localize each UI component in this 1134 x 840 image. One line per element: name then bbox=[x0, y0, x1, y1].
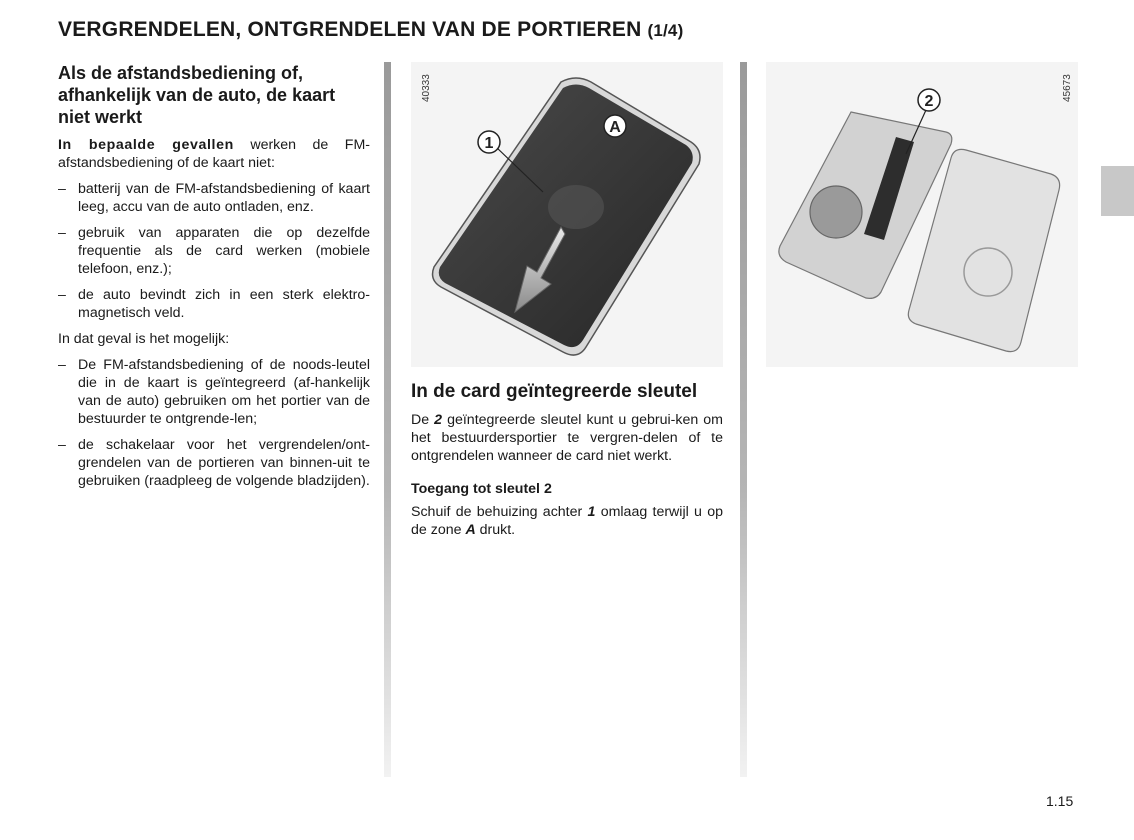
ref-a: A bbox=[465, 522, 476, 538]
list-item-text: De FM-afstandsbediening of de noods-leutel die in de kaart is geïntegreerd (af-hankelijk van de auto) gebruiken om het portier van de bestuurder te ontgrende-len; bbox=[78, 357, 370, 427]
dash-bullet: – bbox=[58, 225, 66, 241]
key-paragraph bbox=[411, 411, 723, 465]
key-ref: 2 bbox=[434, 412, 443, 428]
intro-paragraph bbox=[58, 136, 370, 172]
intro-text: werken de FM-afstandsbediening of de kaart niet: bbox=[58, 137, 370, 171]
ref-1: 1 bbox=[587, 504, 596, 520]
list-item bbox=[58, 180, 370, 216]
battery-shape bbox=[810, 186, 862, 238]
column-left bbox=[58, 62, 370, 498]
page-number: 1.15 bbox=[1046, 793, 1074, 809]
instruction-paragraph bbox=[411, 503, 723, 539]
list-item-text: de auto bevindt zich in een sterk elektro-magnetisch veld. bbox=[78, 287, 370, 321]
causes-list bbox=[58, 180, 370, 322]
page-title bbox=[58, 18, 683, 42]
callout-2-label: 2 bbox=[924, 93, 934, 110]
text-fragment: De bbox=[411, 412, 435, 428]
callout-a-label: A bbox=[609, 119, 621, 136]
list-item-text: de schakelaar voor het vergrendelen/ont-grendelen van de portieren van binnen-uit te gebruiken (raadpleeg de volgende bladzijden). bbox=[78, 437, 370, 489]
list-item bbox=[58, 436, 370, 490]
subheading: Toegang tot sleutel 2 bbox=[411, 481, 552, 497]
text-fragment: Schuif de behuizing achter bbox=[411, 504, 588, 520]
column-divider-right bbox=[740, 62, 747, 777]
dash-bullet: – bbox=[58, 437, 66, 453]
dash-bullet: – bbox=[58, 357, 66, 373]
page-title-text: VERGRENDELEN, ONTGRENDELEN VAN DE PORTIEREN bbox=[58, 18, 642, 41]
opened-card-drawing bbox=[766, 62, 1078, 367]
list-item bbox=[58, 356, 370, 428]
chapter-tab bbox=[1101, 166, 1134, 216]
options-list bbox=[58, 356, 370, 490]
possible-intro: In dat geval is het mogelijk: bbox=[58, 331, 230, 347]
figure-reference-number: 40333 bbox=[421, 74, 432, 102]
dash-bullet: – bbox=[58, 181, 66, 197]
page-title-part: (1/4) bbox=[647, 21, 684, 40]
figure-card-illustration bbox=[411, 62, 723, 367]
callout-1-label: 1 bbox=[484, 135, 494, 152]
section-heading: In de card geïntegreerde sleutel bbox=[411, 381, 698, 402]
column-divider-left bbox=[384, 62, 391, 777]
list-item-text: batterij van de FM-afstandsbediening of kaart leeg, accu van de auto ontladen, enz. bbox=[78, 181, 370, 215]
column-middle-text bbox=[411, 381, 723, 547]
list-item bbox=[58, 224, 370, 278]
intro-bold: In bepaalde gevallen bbox=[58, 137, 234, 153]
list-item bbox=[58, 286, 370, 322]
figure-opened-card bbox=[766, 62, 1078, 367]
text-fragment: drukt. bbox=[475, 522, 516, 538]
card-drawing bbox=[411, 62, 723, 367]
dash-bullet: – bbox=[58, 287, 66, 303]
press-zone bbox=[548, 185, 604, 229]
figure-reference-number: 45673 bbox=[1062, 74, 1073, 102]
text-fragment: geïntegreerde sleutel kunt u gebrui-ken om het bestuurdersportier te vergren-delen of te ontgrendelen wanneer de card niet werkt. bbox=[411, 412, 724, 464]
text-fragment: omlaag terwijl u op de zone bbox=[411, 504, 723, 538]
section-heading: Als de afstandsbediening of, afhankelijk van de auto, de kaart niet werkt bbox=[58, 63, 336, 127]
list-item-text: gebruik van apparaten die op dezelfde frequentie als de card werken (mobiele telefoon, enz.); bbox=[78, 225, 370, 277]
